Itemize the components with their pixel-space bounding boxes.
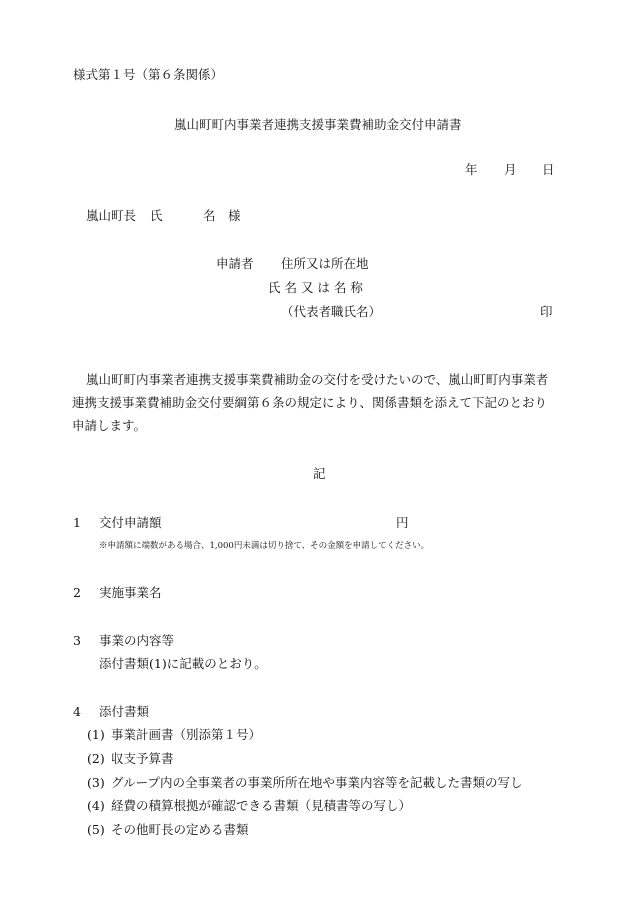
item-2-label: 実施事業名 xyxy=(99,585,162,600)
form-number: 様式第１号（第６条関係） xyxy=(73,67,224,82)
request-paragraph xyxy=(72,368,587,437)
request-line-2: 連携支援事業費補助金交付要綱第６条の規定により、関係書類を添えて下記のとおり xyxy=(72,395,548,410)
item-1-number: 1 xyxy=(73,515,81,530)
applicant-label: 申請者 xyxy=(216,256,254,271)
item-1-note: ※申請額に端数がある場合、1,000円未満は切り捨て、その金額を申請してください。 xyxy=(99,541,430,551)
applicant-representative: （代表者職氏名） xyxy=(281,304,382,319)
addressee-mei-sama: 名 様 xyxy=(203,208,241,223)
item-3-number: 3 xyxy=(73,633,81,648)
attachment-5-text: その他町長の定める書類 xyxy=(111,822,249,837)
item-2-number: 2 xyxy=(73,585,81,600)
attachment-1-num: (1) xyxy=(87,727,105,742)
attachment-5-num: (5) xyxy=(87,822,105,837)
attachment-4-text: 経費の積算根拠が確認できる書類（見積書等の写し） xyxy=(111,798,412,813)
item-1-label: 交付申請額 xyxy=(99,515,162,530)
request-line-3: 申請します。 xyxy=(72,418,147,433)
addressee-mayor: 嵐山町長 xyxy=(86,208,137,223)
attachment-3-text: グループ内の全事業者の事業所所在地や事業内容等を記載した書類の写し xyxy=(111,775,523,790)
date-year: 年 xyxy=(465,162,478,177)
applicant-address: 住所又は所在地 xyxy=(281,256,369,271)
attachment-3-num: (3) xyxy=(87,775,105,790)
item-3-detail: 添付書類(1)に記載のとおり。 xyxy=(99,656,267,671)
attachment-4-num: (4) xyxy=(87,798,105,813)
date-day: 日 xyxy=(542,162,555,177)
item-1-unit: 円 xyxy=(396,515,409,530)
request-line-1: 嵐山町町内事業者連携支援事業費補助金の交付を受けたいので、嵐山町町内事業者 xyxy=(86,372,549,387)
attachment-2-num: (2) xyxy=(87,751,105,766)
attachment-1-text: 事業計画書（別添第１号） xyxy=(111,727,262,742)
date-month: 月 xyxy=(504,162,517,177)
ki-heading: 記 xyxy=(313,466,326,481)
attachment-2-text: 収支予算書 xyxy=(111,751,174,766)
applicant-name: 氏 名 又 は 名 称 xyxy=(268,280,363,295)
item-4-label: 添付書類 xyxy=(99,704,150,719)
item-4-number: 4 xyxy=(73,704,81,719)
addressee-shi: 氏 xyxy=(150,208,163,223)
item-3-label: 事業の内容等 xyxy=(99,633,175,648)
seal-mark: 印 xyxy=(540,304,553,319)
document-title: 嵐山町町内事業者連携支援事業費補助金交付申請書 xyxy=(174,117,462,132)
